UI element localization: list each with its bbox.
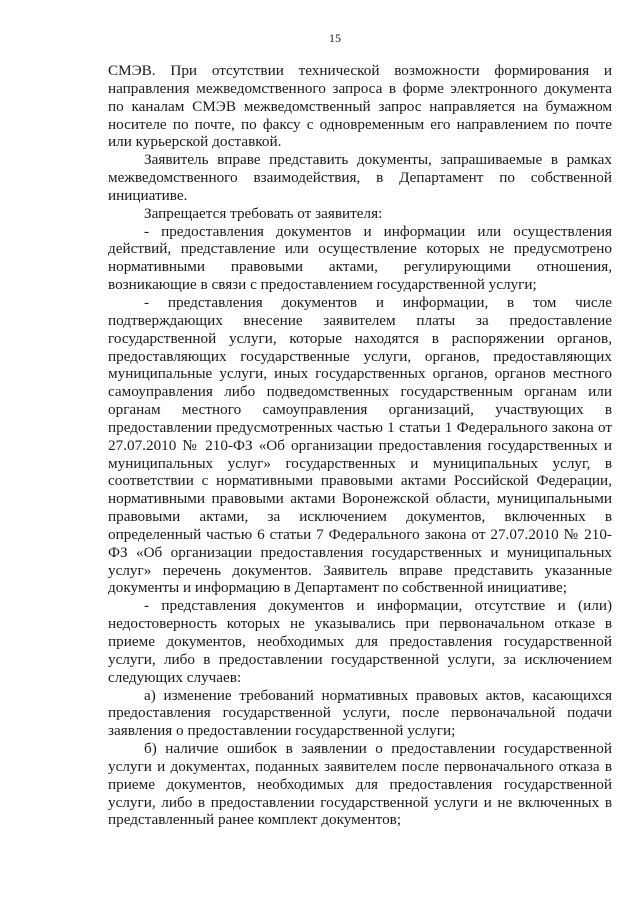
list-item-documents-not-indicated: - представления документов и информации, отсутствие и (или) недостоверность которых не указывались при первоначальном отказе в приеме документов, необходимых для предоставления государственной услуги, либо в предоставлении государственной услуги, за исключением следующих случаев: [108, 597, 612, 686]
document-body [108, 62, 612, 829]
paragraph-smev-continuation: СМЭВ. При отсутствии технической возможности формирования и направления межведомственного запроса в форме электронного документа по каналам СМЭВ межведомственный запрос направляется на бумажном носителе по почте, по факсу с одновременным его направлением по почте или курьерской доставкой. [108, 62, 612, 151]
list-item-case-b: б) наличие ошибок в заявлении о предоставлении государственной услуги и документах, поданных заявителем после первоначального отказа в приеме документов, необходимых для предоставления государственной услуги, либо в предоставлении государственной услуги и не включенных в представленный ранее комплект документов; [108, 740, 612, 829]
page-number: 15 [329, 31, 341, 45]
paragraph-prohibited-intro: Запрещается требовать от заявителя: [144, 204, 383, 222]
list-item-documents-actions: - предоставления документов и информации или осуществления действий, представление или осуществление которых не предусмотрено нормативными правовыми актами, регулирующими отношения, возникающие в связи с предоставлением государственной услуги; [108, 222, 612, 294]
list-item-case-a: а) изменение требований нормативных правовых актов, касающихся предоставления государственной услуги, после первоначальной подачи заявления о предоставлении государственной услуги; [108, 686, 612, 740]
list-item-documents-in-possession: - представления документов и информации, в том числе подтверждающих внесение заявителем платы за предоставление государственной услуги, которые находятся в распоряжении органов, предоставляющих государственные услуги, органов, предоставляющих муниципальные услуги, иных государственных органов, органов местного самоуправления либо подведомственных государственным органам или органам местного самоуправления организаций, участвующих в предоставлении предусмотренных частью 1 статьи 1 Федерального закона от 27.07.2010 № 210-ФЗ «Об организации предоставления государственных и муниципальных услуг» государственных и муниципальных услуг, в соответствии с нормативными правовыми актами Российской Федерации, нормативными правовыми актами Воронежской области, муниципальными правовыми актами, за исключением документов, включенных в определенный частью 6 статьи 7 Федерального закона от 27.07.2010 № 210-ФЗ «Об организации предоставления государственных и муниципальных услуг» перечень документов. Заявитель вправе представить указанные документы и информацию в Департамент по собственной инициативе; [108, 293, 612, 597]
paragraph-applicant-right: Заявитель вправе представить документы, запрашиваемые в рамках межведомственного взаимодействия, в Департамент по собственной инициативе. [108, 151, 612, 204]
